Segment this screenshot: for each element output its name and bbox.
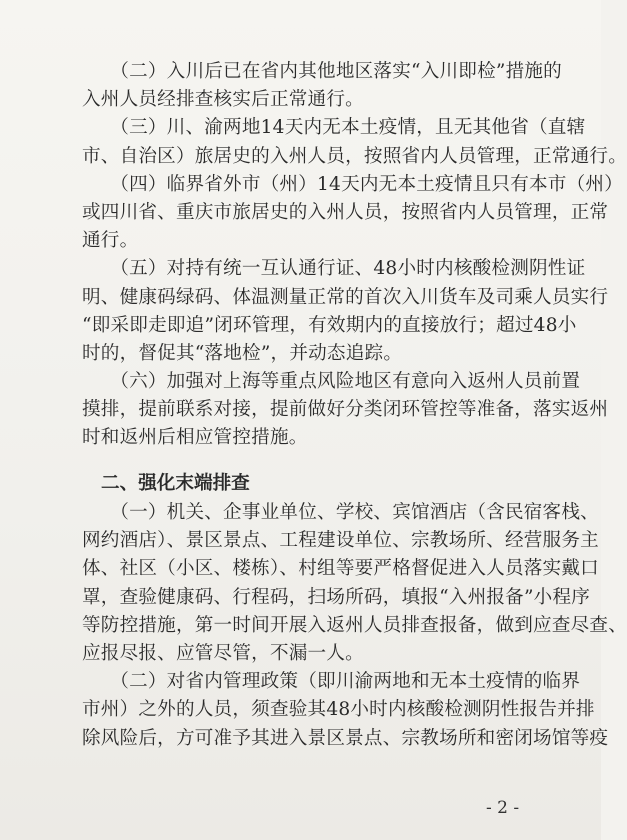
text-line: 应报尽报、应管尽管，不漏一人。 xyxy=(82,642,364,664)
text-line: 通行。 xyxy=(82,230,139,252)
text-line: （一）机关、企事业单位、学校、宾馆酒店（含民宿客栈、 xyxy=(82,502,599,523)
text-line: 摸排，提前联系对接，提前做好分类闭环管控等准备，落实返州 xyxy=(82,399,609,421)
text-line: 体、社区（小区、楼栋）、村组等要严格督促进入人员落实戴口 xyxy=(82,558,599,580)
body-text-top xyxy=(82,58,627,453)
section-heading: 二、强化末端排查 xyxy=(101,473,250,494)
text-line: 市、自治区）旅居史的入州人员，按照省内人员管理，正常通行。 xyxy=(82,145,627,167)
text-line: （六）加强对上海等重点风险地区有意向入返州人员前置 xyxy=(82,371,581,393)
text-line: 等防控措施，第一时间开展入返州人员排查报备，做到应查尽查、 xyxy=(82,614,627,636)
text-line: （五）对持有统一互认通行证、48小时内核酸检测阴性证 xyxy=(82,258,586,280)
text-line: （二）入川后已在省内其他地区落实“入川即检”措施的 xyxy=(82,61,562,82)
paragraph-6 xyxy=(82,368,609,453)
text-line: （三）川、渝两地14天内无本土疫情，且无其他省（直辖 xyxy=(82,117,586,139)
text-line: （四）临界省外市（州）14天内无本土疫情且只有本市（州） xyxy=(82,173,623,195)
body-text-bottom xyxy=(82,499,627,753)
text-line: “即采即走即追”闭环管理，有效期内的直接放行；超过48小 xyxy=(82,314,577,336)
text-line: 时的，督促其“落地检”，并动态追踪。 xyxy=(82,342,403,364)
text-line: 除风险后，方可准予其进入景区景点、宗教场所和密闭场馆等疫 xyxy=(82,727,609,749)
text-line: 网约酒店）、景区景点、工程建设单位、宗教场所、经营服务主 xyxy=(82,530,599,552)
paragraph-section2-1 xyxy=(82,499,627,668)
text-line: 时和返州后相应管控措施。 xyxy=(82,427,308,449)
text-line: 罩，查验健康码、行程码，扫场所码，填报“入州报备”小程序 xyxy=(82,586,591,608)
text-line: 明、健康码绿码、体温测量正常的首次入川货车及司乘人员实行 xyxy=(82,286,609,308)
paragraph-2 xyxy=(82,58,562,114)
paragraph-section2-2 xyxy=(82,668,609,753)
text-line: 入州人员经排查核实后正常通行。 xyxy=(82,89,364,111)
text-line: （二）对省内管理政策（即川渝两地和无本土疫情的临界 xyxy=(82,671,581,693)
text-line: 或四川省、重庆市旅居史的入州人员，按照省内人员管理，正常 xyxy=(82,201,609,223)
paragraph-3 xyxy=(82,114,627,170)
page-number: - 2 - xyxy=(486,798,520,818)
text-line: 市州）之外的人员，须查验其48小时内核酸检测阴性报告并排 xyxy=(82,699,595,721)
paragraph-5 xyxy=(82,255,609,368)
paragraph-4 xyxy=(82,171,623,256)
